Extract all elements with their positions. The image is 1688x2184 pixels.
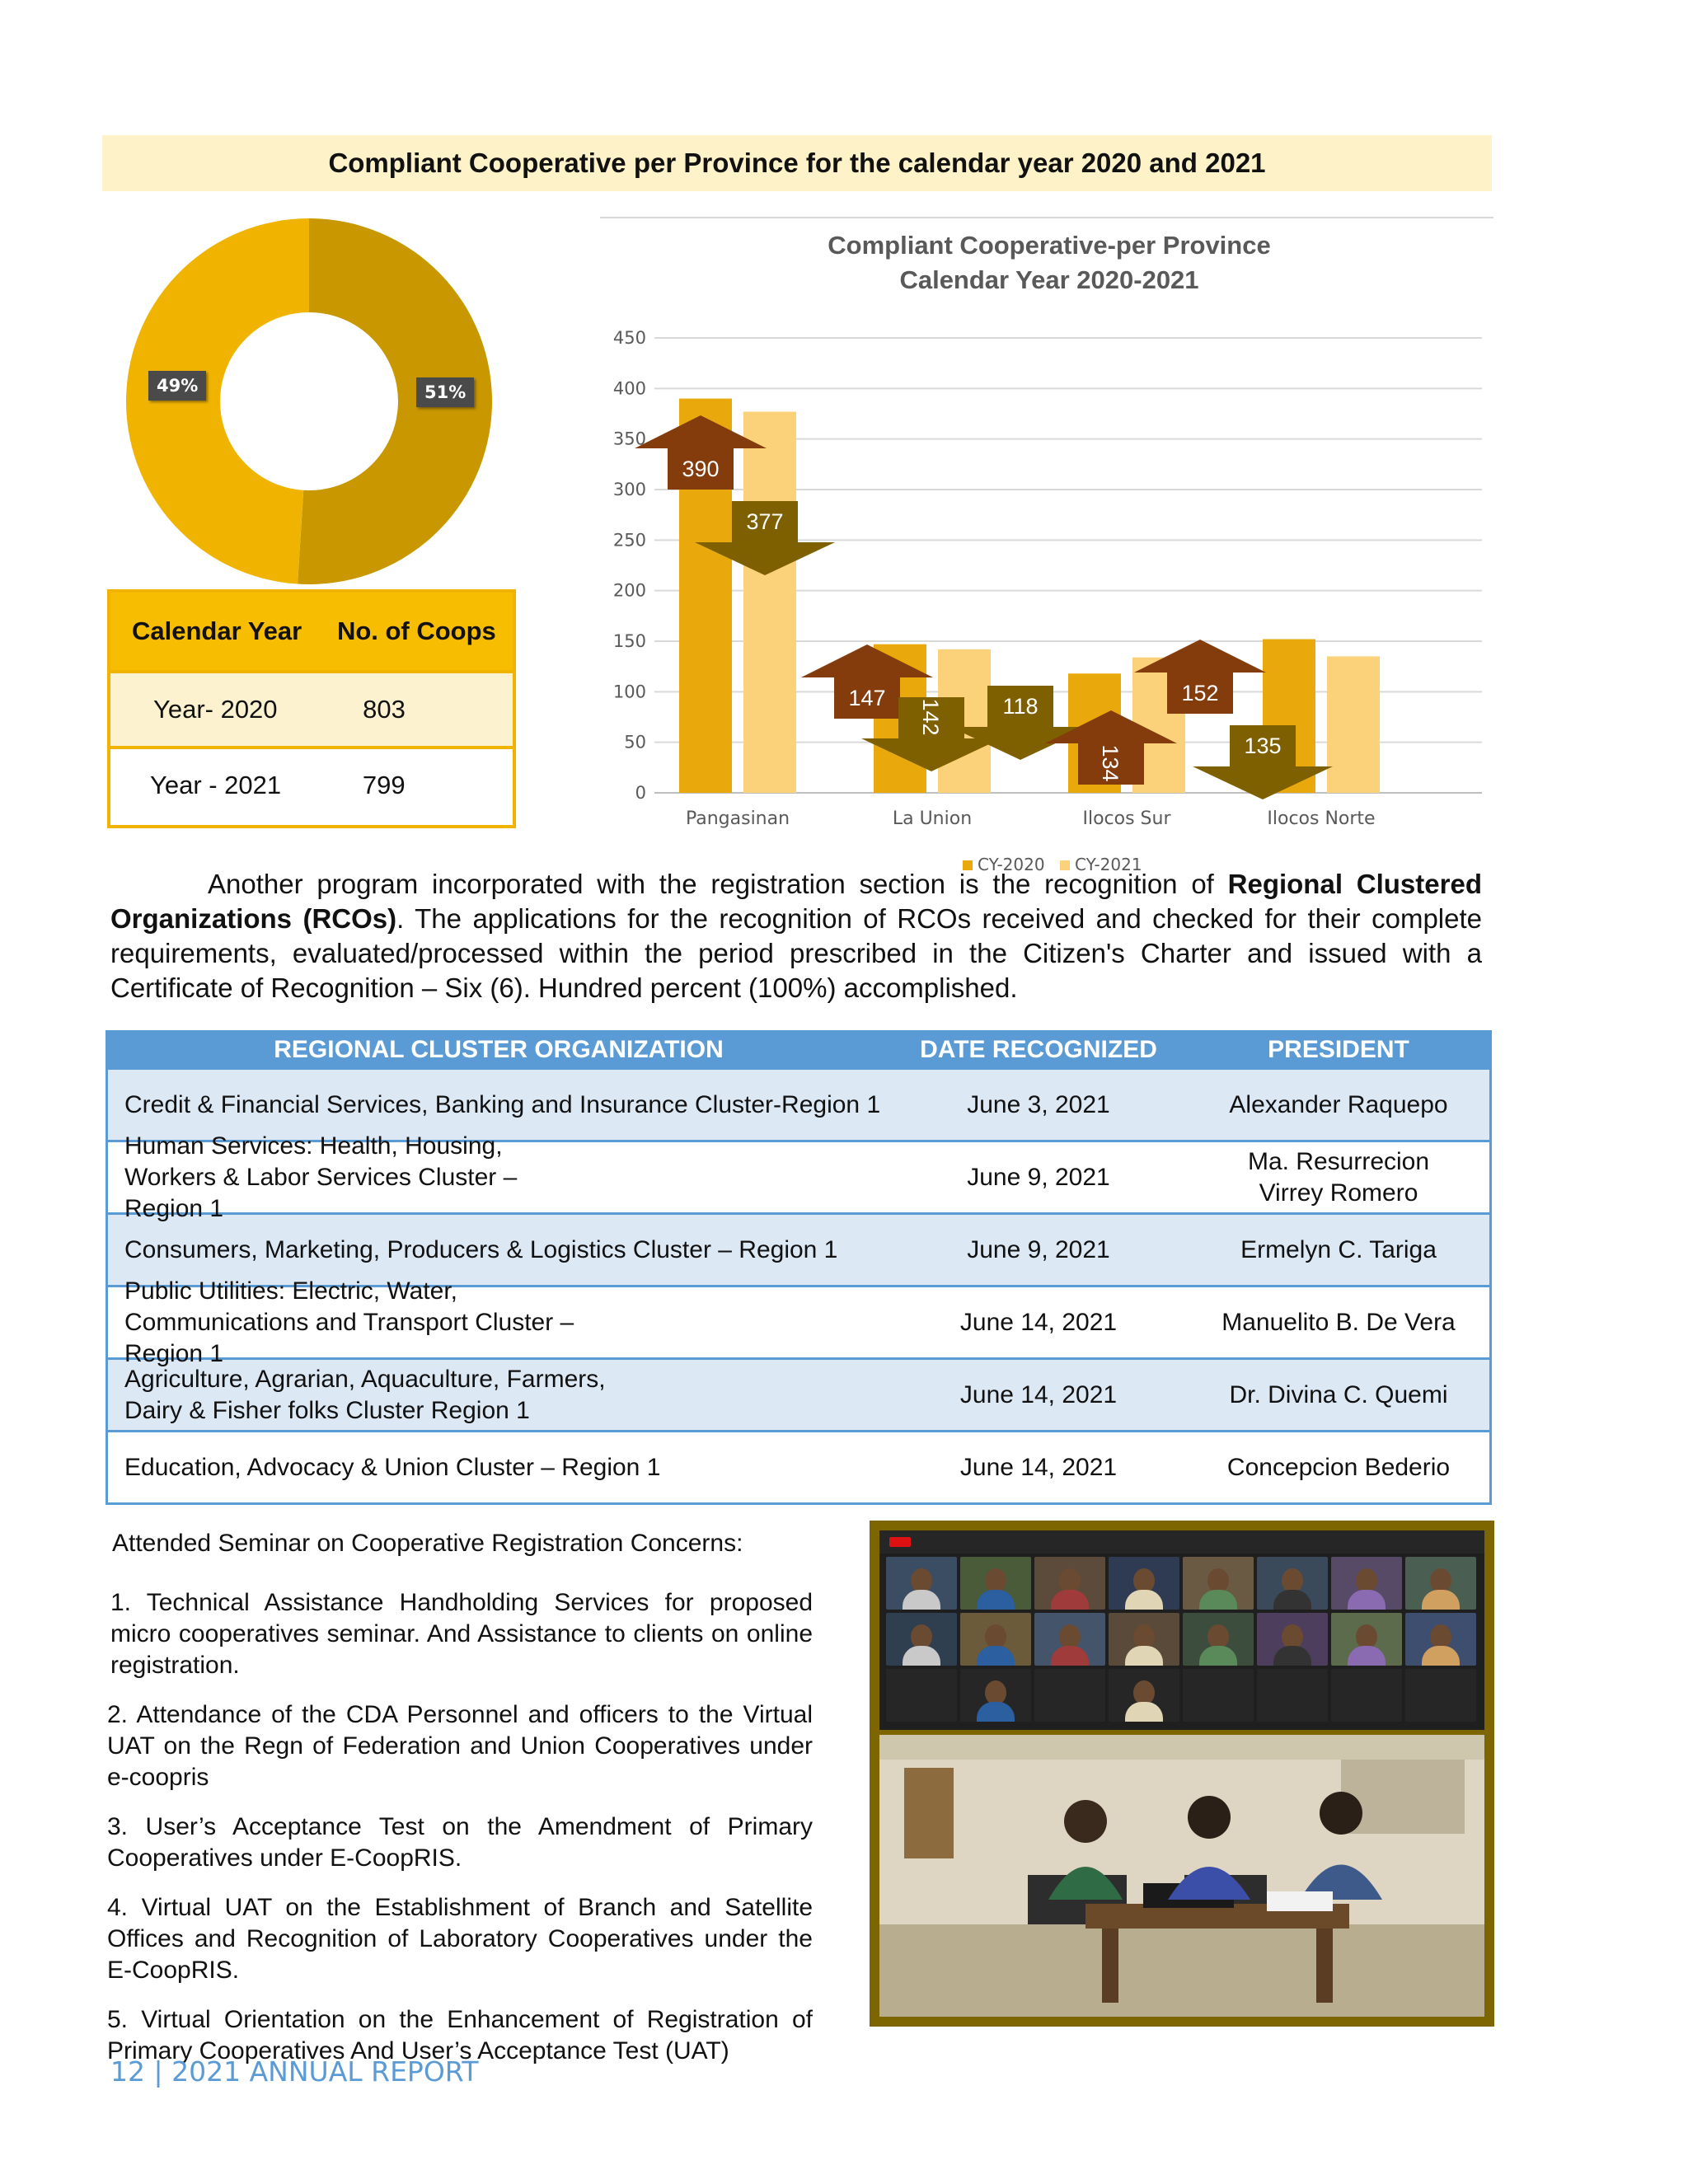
coops-count: 799 — [362, 771, 406, 799]
rco-organization: Human Services: Health, Housing, Workers & Labor Services Cluster – Region 1 — [124, 1132, 518, 1222]
intro-text-bold: Regional Clustered Organizations (RCOs) — [110, 869, 1482, 934]
rco-organization: Credit & Financial Services, Banking and Insurance Cluster-Region 1 — [124, 1090, 881, 1118]
coops-table — [107, 589, 516, 828]
participant-body — [903, 1646, 940, 1666]
y-tick-label: 200 — [612, 580, 646, 601]
page-number: 12 — [110, 2055, 145, 2088]
bar-cy-2021 — [1327, 656, 1380, 793]
coops-header-year: Calendar Year — [132, 616, 302, 645]
table-row — [108, 1430, 1489, 1502]
participant-tile — [960, 1669, 1031, 1722]
intro-text-after: . The applications for the recognition of RCOs received and checked for their complete requirements, evaluated/processed within the period prescribed in the Citizen's Charter and issued with a Certificate of Recognition – Six (6). Hundred percent (100%) accomplished. — [110, 903, 1483, 1003]
rco-date: June 14, 2021 — [959, 1380, 1118, 1408]
list-item: 2. Attendance of the CDA Personnel and officers to the Virtual UAT on the Regn of Federation and Union Cooperatives under e-coopris — [107, 1701, 813, 1791]
participant-body — [1051, 1646, 1089, 1666]
data-label: 118 — [1002, 694, 1039, 719]
rco-table — [106, 1030, 1492, 1505]
rco-header-president: PRESIDENT — [1268, 1036, 1409, 1063]
participant-body — [1348, 1590, 1386, 1610]
participant-body — [1199, 1590, 1237, 1610]
x-tick-label: Ilocos Sur — [1082, 808, 1171, 829]
participant-tile — [1405, 1557, 1476, 1610]
y-tick-label: 300 — [612, 480, 646, 499]
participant-body — [1348, 1646, 1386, 1666]
participant-tile — [1034, 1669, 1105, 1722]
table-row — [108, 1132, 1489, 1222]
rco-president: Alexander Raquepo — [1229, 1090, 1448, 1118]
report-title: 2021 ANNUAL REPORT — [171, 2055, 479, 2088]
list-item: 4. Virtual UAT on the Establishment of Branch and Satellite Offices and Recognition of Laboratory Cooperatives under the E-CoopRIS. — [107, 1894, 813, 1984]
legend-label: CY-2020 — [978, 855, 1045, 874]
y-tick-label: 50 — [624, 732, 646, 752]
participant-body — [1422, 1646, 1460, 1666]
y-tick-label: 350 — [612, 429, 646, 449]
page-footer — [110, 2055, 479, 2088]
coops-row — [110, 746, 513, 822]
rco-organization: Education, Advocacy & Union Cluster – Region 1 — [124, 1453, 661, 1481]
y-tick-label: 400 — [612, 378, 646, 399]
rco-president: Ermelyn C. Tariga — [1240, 1235, 1437, 1263]
bar-chart — [600, 216, 1493, 875]
table-row — [108, 1277, 1489, 1367]
participant-tile — [1109, 1613, 1179, 1666]
participant-tile — [1183, 1669, 1254, 1722]
participant-tile — [886, 1669, 957, 1722]
donut-slice-2020 — [126, 218, 309, 584]
intro-paragraph — [110, 867, 1482, 1005]
chart-subtitle: Calendar Year 2020-2021 — [899, 265, 1199, 294]
participant-body — [1422, 1590, 1460, 1610]
participant-tile — [1257, 1557, 1328, 1610]
data-label: 152 — [1181, 681, 1219, 705]
x-tick-label: La Union — [892, 808, 973, 829]
y-tick-label: 100 — [612, 682, 646, 702]
video-conference-toolbar — [879, 1530, 1484, 1554]
participant-tile — [886, 1557, 957, 1610]
coops-row — [110, 670, 513, 746]
seminar-photos — [870, 1521, 1494, 2027]
table-row — [108, 1067, 1489, 1140]
participant-body — [1125, 1702, 1163, 1722]
rco-date: June 9, 2021 — [967, 1163, 1110, 1191]
participant-tile — [1331, 1669, 1402, 1722]
rco-header-date: DATE RECOGNIZED — [920, 1036, 1157, 1063]
participant-body — [977, 1646, 1015, 1666]
participant-body — [1199, 1646, 1237, 1666]
participant-tile — [886, 1613, 957, 1666]
participant-tile — [960, 1557, 1031, 1610]
x-tick-label: Ilocos Norte — [1267, 808, 1376, 829]
donut-label-2021: 51% — [416, 377, 474, 407]
participant-tile — [1183, 1557, 1254, 1610]
y-tick-label: 450 — [612, 328, 646, 348]
video-conference-photo — [879, 1530, 1484, 1730]
participant-body — [903, 1590, 940, 1610]
table-row — [108, 1357, 1489, 1430]
participant-tile — [1257, 1669, 1328, 1722]
chart-title: Compliant Cooperative-per Province — [828, 231, 1271, 260]
seminar-list — [107, 1528, 813, 2085]
participant-tile — [1257, 1613, 1328, 1666]
footer-separator: | — [153, 2055, 163, 2088]
donut-label-2020: 49% — [148, 371, 206, 401]
rco-header-organization: REGIONAL CLUSTER ORGANIZATION — [274, 1036, 724, 1063]
coops-year: Year- 2020 — [153, 695, 278, 724]
participant-tile — [1109, 1669, 1179, 1722]
rco-president: Manuelito B. De Vera — [1221, 1308, 1456, 1336]
participant-body — [1051, 1590, 1089, 1610]
section-banner — [102, 135, 1492, 191]
bar-chart-svg — [600, 216, 1493, 875]
rco-organization: Consumers, Marketing, Producers & Logistics Cluster – Region 1 — [124, 1235, 838, 1263]
participant-tile — [1109, 1557, 1179, 1610]
banner-title: Compliant Cooperative per Province for the calendar year 2020 and 2021 — [328, 148, 1266, 178]
participant-tile — [960, 1613, 1031, 1666]
donut-chart — [124, 216, 495, 587]
data-label: 142 — [918, 698, 943, 736]
data-label: 135 — [1244, 733, 1282, 758]
coops-table-header — [110, 593, 513, 670]
coops-header-count: No. of Coops — [336, 616, 496, 645]
data-label: 377 — [746, 509, 784, 534]
bar-cy-2021 — [743, 412, 796, 793]
record-icon — [889, 1537, 911, 1547]
y-tick-label: 150 — [612, 631, 646, 651]
y-tick-label: 0 — [635, 783, 646, 803]
participant-tile — [1183, 1613, 1254, 1666]
data-label: 134 — [1098, 744, 1123, 782]
y-tick-label: 250 — [612, 530, 646, 551]
intro-text-before: Another program incorporated with the registration section is the recognition of — [208, 869, 1228, 899]
participant-tile — [1331, 1557, 1402, 1610]
x-tick-label: Pangasinan — [685, 808, 790, 829]
participant-tile — [1034, 1557, 1105, 1610]
coops-count: 803 — [363, 695, 406, 724]
rco-date: June 14, 2021 — [959, 1308, 1118, 1336]
rco-date: June 14, 2021 — [959, 1453, 1118, 1481]
legend-label: CY-2021 — [1075, 855, 1142, 874]
participant-body — [1125, 1646, 1163, 1666]
rco-organization: Public Utilities: Electric, Water, Communications and Transport Cluster – Region 1 — [124, 1277, 574, 1367]
rco-president: Dr. Divina C. Quemi — [1229, 1380, 1448, 1408]
participant-tile — [1405, 1669, 1476, 1722]
participant-body — [1273, 1590, 1311, 1610]
rco-date: June 9, 2021 — [967, 1235, 1110, 1263]
list-item: 3. User’s Acceptance Test on the Amendment of Primary Cooperatives under E-CoopRIS. — [107, 1813, 813, 1872]
office-scene-illustration — [879, 1735, 1484, 2017]
participant-tile — [1034, 1613, 1105, 1666]
list-item: 5. Virtual Orientation on the Enhancement of Registration of Primary Cooperatives And User’s Acceptance Test (UAT) — [107, 2006, 813, 2064]
list-item: 1. Technical Assistance Handholding Services for proposed micro cooperatives seminar. And Assistance to clients on online registration. — [110, 1589, 813, 1679]
seminar-title: Attended Seminar on Cooperative Registration Concerns: — [112, 1530, 743, 1557]
rco-organization: Agriculture, Agrarian, Aquaculture, Farmers, Dairy & Fisher folks Cluster Region 1 — [124, 1365, 606, 1424]
participant-tile — [1405, 1613, 1476, 1666]
rco-president: Ma. Resurrecion Virrey Romero — [1247, 1147, 1430, 1207]
participant-grid — [886, 1557, 1476, 1722]
participant-tile — [1331, 1613, 1402, 1666]
rco-date: June 3, 2021 — [967, 1090, 1110, 1118]
office-meeting-photo — [879, 1735, 1484, 2017]
participant-body — [977, 1590, 1015, 1610]
rco-table-header — [108, 1033, 1489, 1067]
coops-year: Year - 2021 — [150, 771, 282, 799]
data-label: 147 — [848, 686, 886, 710]
participant-body — [977, 1702, 1015, 1722]
participant-body — [1273, 1646, 1311, 1666]
participant-body — [1125, 1590, 1163, 1610]
rco-president: Concepcion Bederio — [1226, 1453, 1451, 1481]
data-label: 390 — [682, 457, 720, 481]
